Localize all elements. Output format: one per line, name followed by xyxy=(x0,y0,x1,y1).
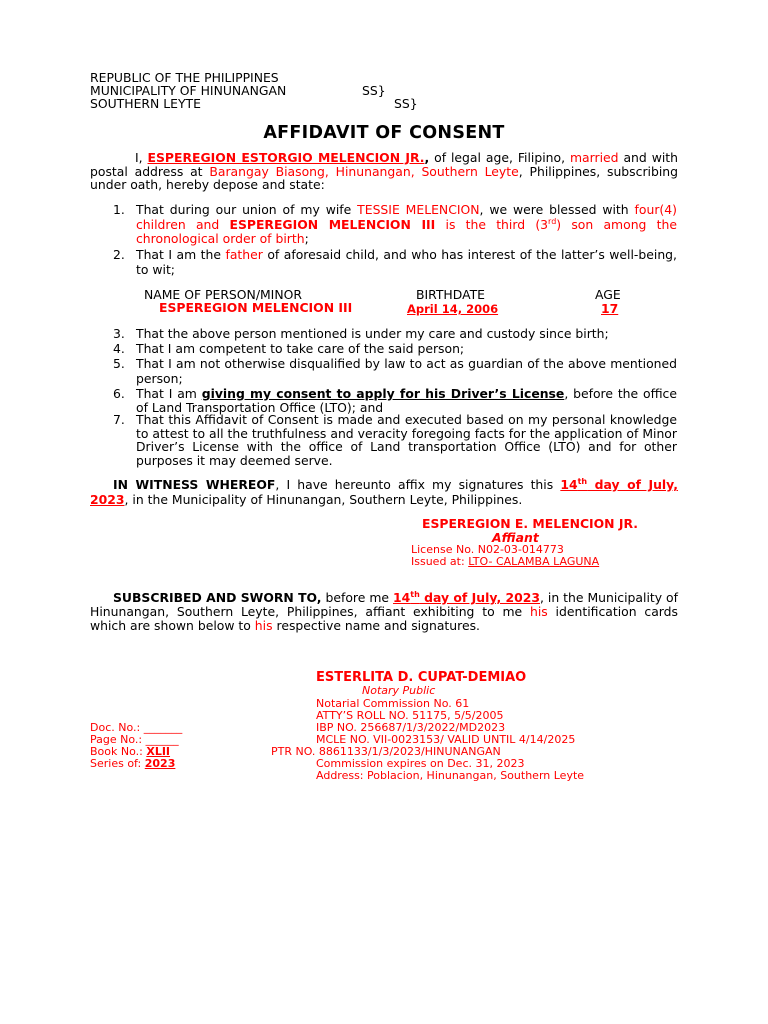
intro-text-3: , Philippines, subscribing under oath, hereby depose and state: xyxy=(90,163,679,192)
item-text: That during our union of my wife xyxy=(136,202,358,217)
civil-status: married xyxy=(569,150,619,165)
list-text xyxy=(136,203,677,247)
affiant-full-name: ESPEREGION ESTORGIO MELENCION JR. xyxy=(147,150,425,165)
book-label: Book No.: xyxy=(90,745,147,758)
notarial-commission: Notarial Commission No. 61 xyxy=(316,697,470,710)
sworn-lead: SUBSCRIBED AND SWORN TO, xyxy=(113,590,322,605)
sworn-text: , in the Municipality of Hinunangan, Southern Leyte, Philippines, affiant exhibiting to me xyxy=(90,590,678,619)
sworn-day: 14 xyxy=(393,590,411,605)
affiant-signature-name: ESPEREGION E. MELENCION JR. xyxy=(422,516,638,531)
list-item-4 xyxy=(113,342,677,357)
series-year xyxy=(90,758,175,771)
list-item-3 xyxy=(113,327,677,342)
header-ss-2: SS} xyxy=(394,96,418,111)
book-value: XLII xyxy=(146,745,171,758)
list-number: 2. xyxy=(113,247,125,262)
page-blank: ______ xyxy=(145,733,179,746)
affiant-role: Affiant xyxy=(492,530,539,545)
license-issued xyxy=(411,556,599,569)
page-title: AFFIDAVIT OF CONSENT xyxy=(263,123,505,143)
list-number: 5. xyxy=(113,356,125,371)
sworn-text: before me xyxy=(321,590,394,605)
ordinal-suffix: rd xyxy=(548,216,557,226)
witness-text: , I have hereunto affix my signatures this xyxy=(275,477,561,492)
pronoun: his xyxy=(254,618,273,633)
ptr-number: PTR NO. 8861133/1/3/2023/HINUNANGAN xyxy=(271,745,501,758)
intro-i: I, xyxy=(135,150,143,165)
witness-lead: IN WITNESS WHEREOF xyxy=(113,477,276,492)
header-province: SOUTHERN LEYTE xyxy=(90,96,201,111)
header-municipality: MUNICIPALITY OF HINUNANGAN xyxy=(90,83,287,98)
minor-birthdate: April 14, 2006 xyxy=(407,302,499,316)
notary-address: Address: Poblacion, Hinunangan, Southern Leyte xyxy=(316,769,585,782)
children-count: four(4) children and xyxy=(136,202,677,232)
witness-day: 14 xyxy=(560,477,578,492)
mcle-number: MCLE NO. VII-0023153/ VALID UNTIL 4/14/2025 xyxy=(316,733,576,746)
list-text: That the above person mentioned is under my care and custody since birth; xyxy=(136,326,609,341)
list-text xyxy=(136,248,677,277)
sworn-text: identification cards which are shown below to xyxy=(90,604,678,633)
list-number: 4. xyxy=(113,341,125,356)
sworn-day-suffix: th xyxy=(410,590,420,599)
col-age-header: AGE xyxy=(595,287,621,302)
list-text: That I am competent to take care of the said person; xyxy=(136,341,465,356)
license-number: License No. N02-03-014773 xyxy=(411,543,564,556)
list-number: 1. xyxy=(113,202,125,217)
intro-paragraph xyxy=(90,151,678,192)
pronoun: his xyxy=(529,604,548,619)
header-republic: REPUBLIC OF THE PHILIPPINES xyxy=(90,70,279,85)
issued-label: Issued at: xyxy=(411,555,469,568)
list-number: 6. xyxy=(113,386,125,401)
item-text: , we were blessed with xyxy=(479,202,635,217)
list-item-1 xyxy=(113,203,677,247)
header-ss-1: SS} xyxy=(362,83,386,98)
witness-text: , in the Municipality of Hinunangan, Southern Leyte, Philippines. xyxy=(124,491,523,507)
list-item-7 xyxy=(113,413,677,467)
item-text: of aforesaid child, and who has interest of the latter’s well-being, to wit; xyxy=(136,247,677,277)
commission-expiry: Commission expires on Dec. 31, 2023 xyxy=(316,757,525,770)
witness-date-rest: day of July, 2023 xyxy=(90,477,678,507)
list-text: That this Affidavit of Consent is made and executed based on my personal knowledge to attest to all the truthfulness and veracity foregoing facts for the application of Minor Driver’s License with the office of Land transportation Office (LTO) and for other purposes it may deemed serve. xyxy=(136,412,677,468)
col-name-header: NAME OF PERSON/MINOR xyxy=(144,287,302,302)
doc-label: Doc. No.: xyxy=(90,721,144,734)
list-number: 3. xyxy=(113,326,125,341)
notary-role: Notary Public xyxy=(362,684,436,697)
sworn-date xyxy=(393,590,540,605)
list-item-6 xyxy=(113,387,677,414)
sworn-date-rest: day of July, 2023 xyxy=(419,590,540,605)
item-text: That I am xyxy=(136,386,202,401)
list-item-5 xyxy=(113,357,677,386)
postal-address: Barangay Biasong, Hinunangan, Southern Leyte xyxy=(209,163,519,179)
list-item-2 xyxy=(113,248,677,277)
birth-order-rest: ) son among the chronological order of birth xyxy=(136,216,677,246)
attys-roll: ATTY’S ROLL NO. 51175, 5/5/2005 xyxy=(316,709,504,722)
list-number: 7. xyxy=(113,412,125,427)
witness-paragraph xyxy=(90,478,678,507)
birth-order: is the third (3 xyxy=(435,216,549,232)
intro-text-2: and with postal address at xyxy=(90,150,678,179)
child-name: ESPEREGION MELENCION III xyxy=(229,216,436,232)
intro-comma: , xyxy=(424,150,430,165)
sworn-text: respective name and signatures. xyxy=(272,618,480,633)
minor-age: 17 xyxy=(601,301,619,316)
series-value: 2023 xyxy=(144,757,176,770)
minor-name: ESPEREGION MELENCION III xyxy=(159,300,353,315)
doc-blank: _______ xyxy=(143,721,183,734)
relationship: father xyxy=(225,247,263,262)
intro-text-1: of legal age, Filipino, xyxy=(429,150,570,165)
list-text xyxy=(136,387,677,414)
sworn-paragraph xyxy=(90,591,678,633)
ibp-number: IBP NO. 256687/1/3/2022/MD2023 xyxy=(316,721,506,734)
notary-name: ESTERLITA D. CUPAT-DEMIAO xyxy=(316,670,527,685)
item-text: , before the office of Land Transportation Office (LTO); and xyxy=(136,386,677,415)
item-text: That I am the xyxy=(136,247,226,262)
wife-name: TESSIE MELENCION xyxy=(357,202,480,217)
consent-statement: giving my consent to apply for his Driver’s License xyxy=(201,386,565,401)
series-label: Series of: xyxy=(90,757,145,770)
witness-day-suffix: th xyxy=(577,477,588,486)
issued-place: LTO- CALAMBA LAGUNA xyxy=(468,555,600,568)
item-text: ; xyxy=(304,231,309,246)
page-label: Page No.: xyxy=(90,733,146,746)
col-birthdate-header: BIRTHDATE xyxy=(416,287,485,302)
list-text: That I am not otherwise disqualified by law to act as guardian of the above mentioned person; xyxy=(136,356,677,386)
